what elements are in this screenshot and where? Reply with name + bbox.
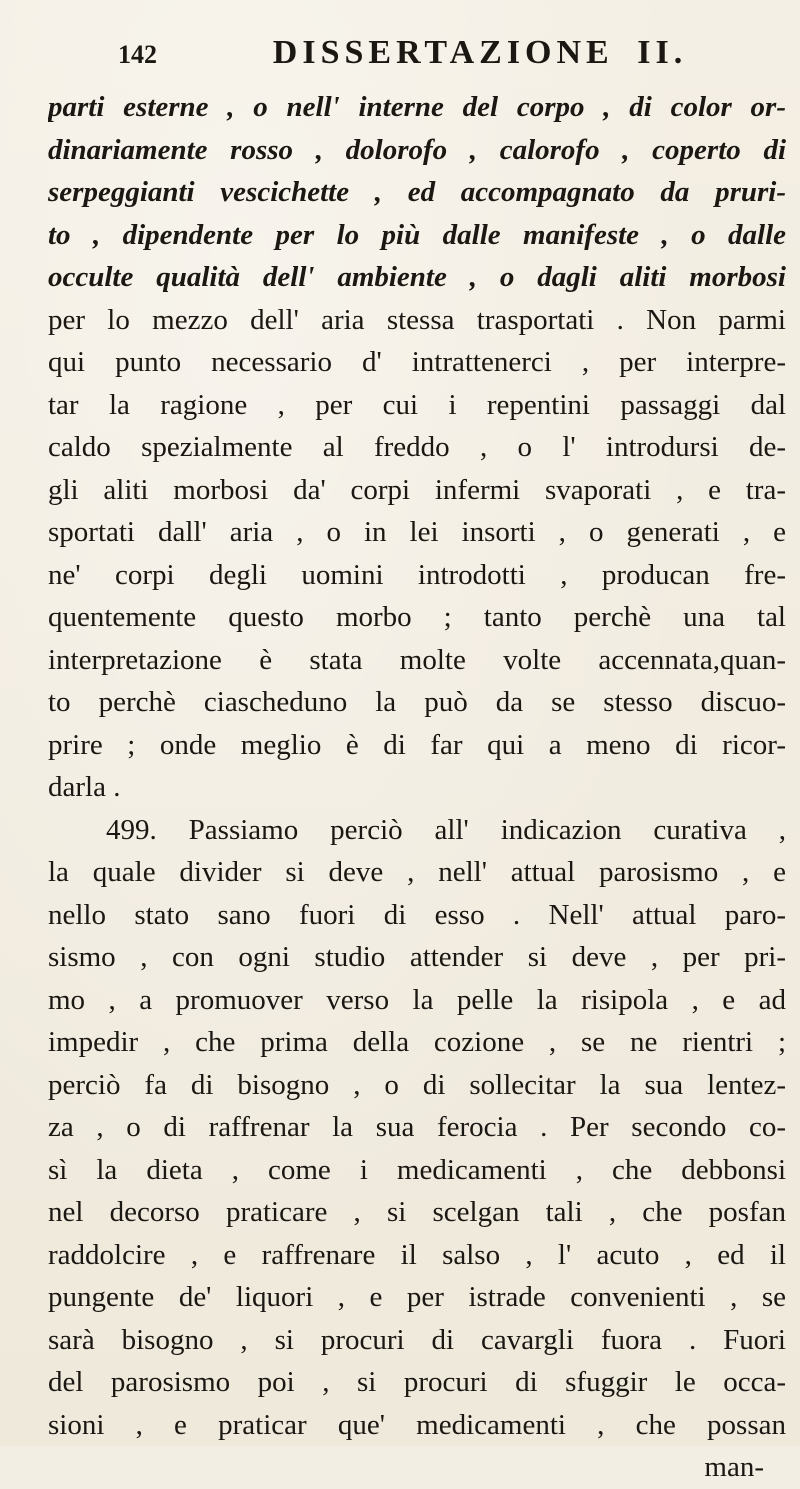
text-line: mo , a promuover verso la pelle la risipola , e ad (48, 983, 786, 1016)
text-line: darla . (48, 771, 121, 803)
text-line: parti esterne , o nell' interne del corpo , di color or- (48, 91, 786, 123)
text-line: nello stato sano fuori di esso . Nell' attual paro- (48, 898, 786, 931)
text-line: del parosismo poi , si procuri di sfuggir le occa- (48, 1366, 786, 1398)
text-line: sportati dall' aria , o in lei insorti , o generati , e (48, 516, 786, 548)
text-line: caldo spezialmente al freddo , o l' introdursi de- (48, 431, 786, 463)
text-line: sarà bisogno , si procuri di cavargli fuora . Fuori (48, 1323, 786, 1356)
text-line: interpretazione è stata molte volte accennata,quan- (48, 643, 786, 676)
running-title-number: II. (637, 34, 688, 71)
text-line: sioni , e praticar que' medicamenti , che possan (48, 1408, 786, 1441)
text-line: to perchè ciascheduno la può da se stesso discuo- (48, 686, 786, 718)
text-line: pungente de' liquori , e per istrade convenienti , se (48, 1281, 786, 1313)
text-line: dinariamente rosso , dolorofo , calorofo , coperto di (48, 133, 786, 166)
text-line: nel decorso praticare , si scelgan tali , che posfan (48, 1196, 786, 1228)
page-header (118, 34, 782, 74)
text-line: tar la ragione , per cui i repentini passaggi dal (48, 388, 786, 421)
body-text (48, 86, 786, 1489)
text-line: qui punto necessario d' intrattenerci , per interpre- (48, 346, 786, 378)
text-line: gli aliti morbosi da' corpi infermi svaporati , e tra- (48, 473, 786, 506)
text-line: 499. Passiamo perciò all' indicazion curativa , (106, 813, 786, 846)
text-line: prire ; onde meglio è di far qui a meno di ricor- (48, 728, 786, 761)
text-line: za , o di raffrenar la sua ferocia . Per secondo co- (48, 1111, 786, 1143)
text-line: per lo mezzo dell' aria stessa trasportati . Non parmi (48, 303, 786, 336)
text-line: serpeggianti vescichette , ed accompagnato da pruri- (48, 176, 786, 208)
text-line: raddolcire , e raffrenare il salso , l' acuto , ed il (48, 1238, 786, 1271)
text-line: perciò fa di bisogno , o di sollecitar la sua lentez- (48, 1068, 786, 1101)
text-line: ne' corpi degli uomini introdotti , producan fre- (48, 558, 786, 591)
text-line: sismo , con ogni studio attender si deve , per pri- (48, 941, 786, 973)
text-line: quentemente questo morbo ; tanto perchè una tal (48, 601, 786, 633)
page-number: 142 (118, 40, 157, 69)
running-title-text: DISSERTAZIONE (272, 34, 614, 71)
text-line: occulte qualità dell' ambiente , o dagli aliti morbosi (48, 261, 786, 293)
catchword: man- (704, 1451, 764, 1483)
text-line: la quale divider si deve , nell' attual parosismo , e (48, 856, 786, 888)
text-line: to , dipendente per lo più dalle manifeste , o dalle (48, 218, 786, 251)
text-line: impedir , che prima della cozione , se ne rientri ; (48, 1026, 786, 1058)
text-line: sì la dieta , come i medicamenti , che debbonsi (48, 1153, 786, 1186)
running-title (178, 34, 782, 72)
